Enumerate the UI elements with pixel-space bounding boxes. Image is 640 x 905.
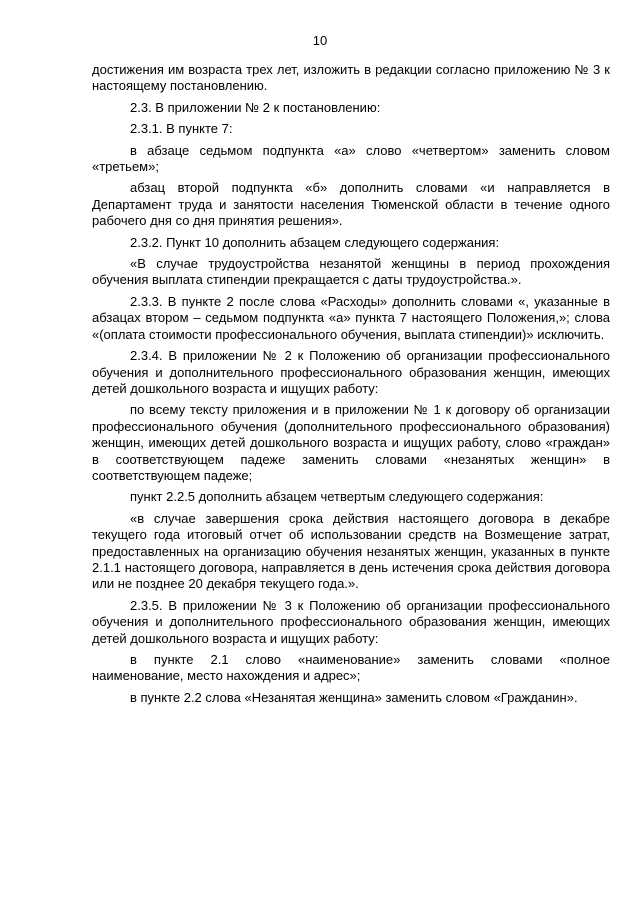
paragraph: 2.3.1. В пункте 7: [130,121,233,137]
paragraph: по всему тексту приложения и в приложении № 1 к договору об организации профессионального обучения (дополнительного профессионального образования) женщин, имеющих детей дошкольного возраста и ищущих работу, слово «граждан» в соответствующем падеже заменить словами «незанятых женщин» в соответствующем падеже; [92,402,610,483]
paragraph: 2.3.3. В пункте 2 после слова «Расходы» дополнить словами «, указанные в абзацах втором – седьмом подпункта «а» пункта 7 настоящего Положения,»; слова «(оплата стоимости профессионального обучения, выплата стипендии)» исключить. [92,293,610,342]
paragraph: 2.3. В приложении № 2 к постановлению: [130,99,381,115]
paragraph: в пункте 2.1 слово «наименование» заменить словами «полное наименование, место нахождения и адрес»; [92,652,610,684]
paragraph: в абзаце седьмом подпункта «а» слово «четвертом» заменить словом «третьем»; [92,142,610,175]
page-number: 10 [312,33,328,48]
paragraph: пункт 2.2.5 дополнить абзацем четвертым следующего содержания: [130,489,544,505]
paragraph: абзац второй подпункта «б» дополнить словами «и направляется в Департамент труда и занятости населения Тюменской области в течение одного рабочего дня со дня принятия решения». [92,180,610,229]
paragraph: «в случае завершения срока действия настоящего договора в декабре текущего года итоговый отчет об использовании средств на Возмещение затрат, предоставленных на организацию обучения незанятых женщин, указанных в пункте 2.1.1 настоящего договора, направляется в день истечения срока действия договора или не позднее 20 декабря текущего года.». [92,510,610,592]
paragraph: 2.3.5. В приложении № 3 к Положению об организации профессионального обучения и дополнительного профессионального образования женщин, имеющих детей дошкольного возраста и ищущих работу: [92,597,610,646]
paragraph: «В случае трудоустройства незанятой женщины в период прохождения обучения выплата стипендии прекращается с даты трудоустройства.». [92,256,610,288]
paragraph: достижения им возраста трех лет, изложить в редакции согласно приложению № 3 к настоящему постановлению. [92,62,610,94]
paragraph: 2.3.4. В приложении № 2 к Положению об организации профессионального обучения и дополнительного профессионального образования женщин, имеющих детей дошкольного возраста и ищущих работу: [92,348,610,396]
document-body [92,62,610,711]
paragraph: в пункте 2.2 слова «Незанятая женщина» заменить словом «Гражданин». [130,689,578,705]
paragraph: 2.3.2. Пункт 10 дополнить абзацем следующего содержания: [130,234,500,250]
